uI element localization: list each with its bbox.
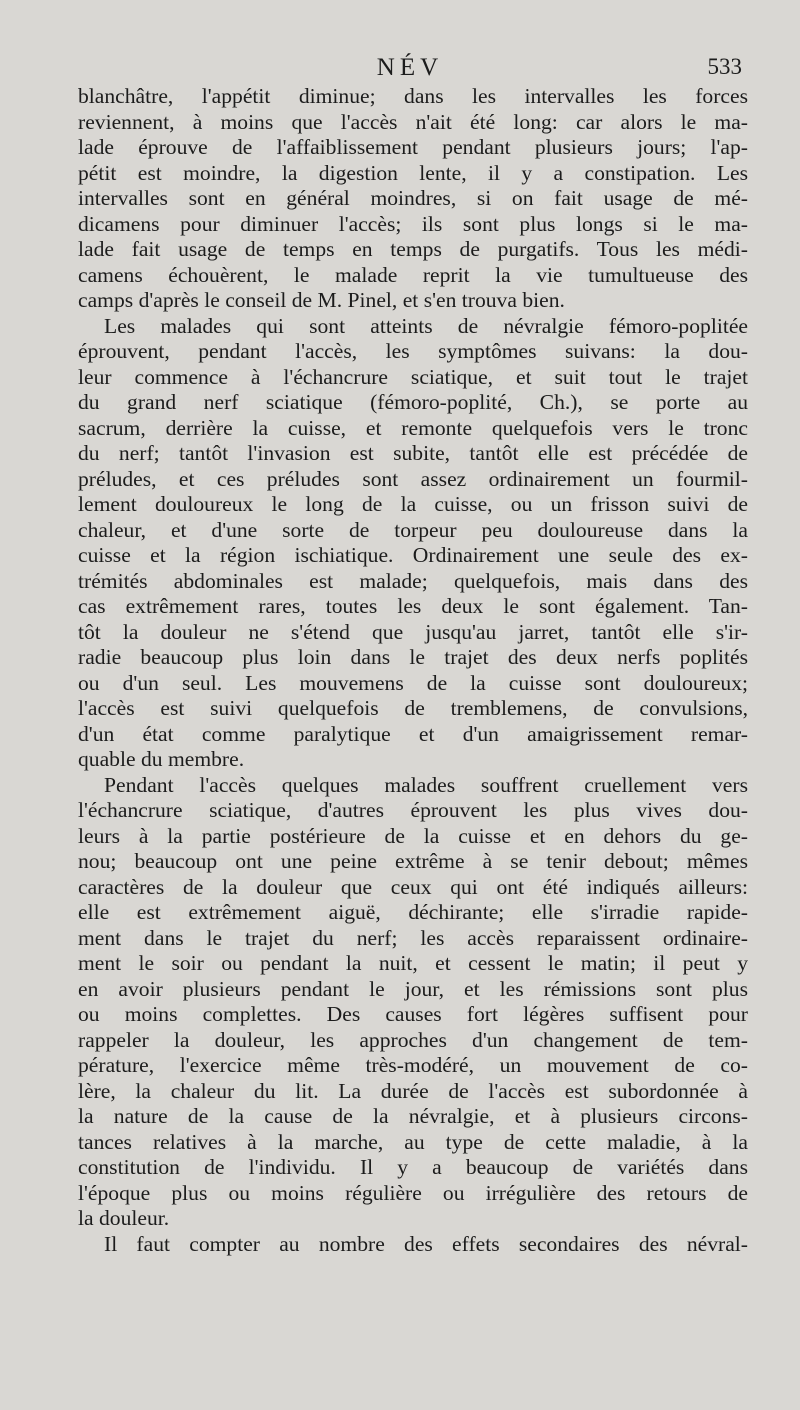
- text-line: cas extrêmement rares, toutes les deux le sont également. Tan-: [78, 594, 748, 618]
- text-line: lère, la chaleur du lit. La durée de l'accès est subordonnée à: [78, 1078, 748, 1103]
- text-line: lade éprouve de l'affaiblissement pendant plusieurs jours; l'ap-: [78, 135, 748, 159]
- page-number: 533: [707, 54, 742, 79]
- text-line: tances relatives à la marche, au type de cette maladie, à la: [78, 1129, 748, 1154]
- text-line: ou d'un seul. Les mouvemens de la cuisse sont douloureux;: [78, 670, 748, 695]
- text-line: d'un état comme paralytique et d'un amaigrissement remar-: [78, 721, 748, 746]
- text-line: cuisse et la région ischiatique. Ordinairement une seule des ex-: [78, 543, 748, 567]
- text-line: Pendant l'accès quelques malades souffrent cruellement vers: [104, 772, 748, 797]
- text-line: chaleur, et d'une sorte de torpeur peu douloureuse dans la: [78, 517, 748, 542]
- text-line: dicamens pour diminuer l'accès; ils sont plus longs si le ma-: [78, 211, 748, 236]
- text-line: trémités abdominales est malade; quelquefois, mais dans des: [78, 568, 748, 593]
- text-line: intervalles sont en général moindres, si on fait usage de mé-: [78, 186, 748, 210]
- text-line: en avoir plusieurs pendant le jour, et les rémissions sont plus: [78, 976, 748, 1001]
- text-line: camps d'après le conseil de M. Pinel, et s'en trouva bien.: [78, 288, 565, 312]
- text-line: leur commence à l'échancrure sciatique, et suit tout le trajet: [78, 364, 748, 389]
- text-line: l'échancrure sciatique, d'autres éprouvent les plus vives dou-: [78, 798, 748, 822]
- text-line: la nature de la cause de la névralgie, et à plusieurs circons-: [78, 1104, 748, 1128]
- body-text: [78, 84, 748, 1257]
- text-line: la douleur.: [78, 1206, 170, 1230]
- text-line: ou moins complettes. Des causes fort légères suffisent pour: [78, 1002, 748, 1026]
- text-line: Les malades qui sont atteints de névralgie fémoro-poplitée: [104, 313, 748, 338]
- page-header: [78, 54, 742, 84]
- text-line: lement douloureux le long de la cuisse, ou un frisson suivi de: [78, 492, 748, 516]
- text-line: du nerf; tantôt l'invasion est subite, tantôt elle est précédée de: [78, 441, 748, 465]
- text-line: éprouvent, pendant l'accès, les symptômes suivans: la dou-: [78, 339, 748, 363]
- text-line: camens échouèrent, le malade reprit la vie tumultueuse des: [78, 262, 748, 287]
- running-head: NÉV: [376, 54, 444, 81]
- text-line: l'époque plus ou moins régulière ou irrégulière des retours de: [78, 1180, 748, 1205]
- text-line: du grand nerf sciatique (fémoro-poplité, Ch.), se porte au: [78, 390, 748, 414]
- text-line: leurs à la partie postérieure de la cuisse et en dehors du ge-: [78, 823, 748, 848]
- text-line: caractères de la douleur que ceux qui ont été indiqués ailleurs:: [78, 874, 748, 899]
- text-line: Il faut compter au nombre des effets secondaires des névral-: [104, 1231, 748, 1256]
- text-line: quable du membre.: [78, 747, 245, 771]
- text-line: ment le soir ou pendant la nuit, et cessent le matin; il peut y: [78, 951, 748, 975]
- text-line: rappeler la douleur, les approches d'un changement de tem-: [78, 1027, 748, 1052]
- text-line: pérature, l'exercice même très-modéré, un mouvement de co-: [78, 1053, 748, 1077]
- text-line: constitution de l'individu. Il y a beaucoup de variétés dans: [78, 1155, 748, 1179]
- text-line: elle est extrêmement aiguë, déchirante; elle s'irradie rapide-: [78, 900, 748, 924]
- text-line: pétit est moindre, la digestion lente, il y a constipation. Les: [78, 160, 748, 185]
- text-line: tôt la douleur ne s'étend que jusqu'au jarret, tantôt elle s'ir-: [78, 619, 748, 644]
- text-line: sacrum, derrière la cuisse, et remonte quelquefois vers le tronc: [78, 415, 748, 440]
- text-line: lade fait usage de temps en temps de purgatifs. Tous les médi-: [78, 237, 748, 261]
- text-line: blanchâtre, l'appétit diminue; dans les intervalles les forces: [78, 84, 748, 108]
- text-line: ment dans le trajet du nerf; les accès reparaissent ordinaire-: [78, 925, 748, 950]
- text-line: préludes, et ces préludes sont assez ordinairement un fourmil-: [78, 466, 748, 491]
- text-line: l'accès est suivi quelquefois de tremblemens, de convulsions,: [78, 696, 748, 720]
- text-line: nou; beaucoup ont une peine extrême à se tenir debout; mêmes: [78, 849, 748, 873]
- text-line: radie beaucoup plus loin dans le trajet des deux nerfs poplités: [78, 645, 748, 669]
- text-line: reviennent, à moins que l'accès n'ait été long: car alors le ma-: [78, 109, 748, 134]
